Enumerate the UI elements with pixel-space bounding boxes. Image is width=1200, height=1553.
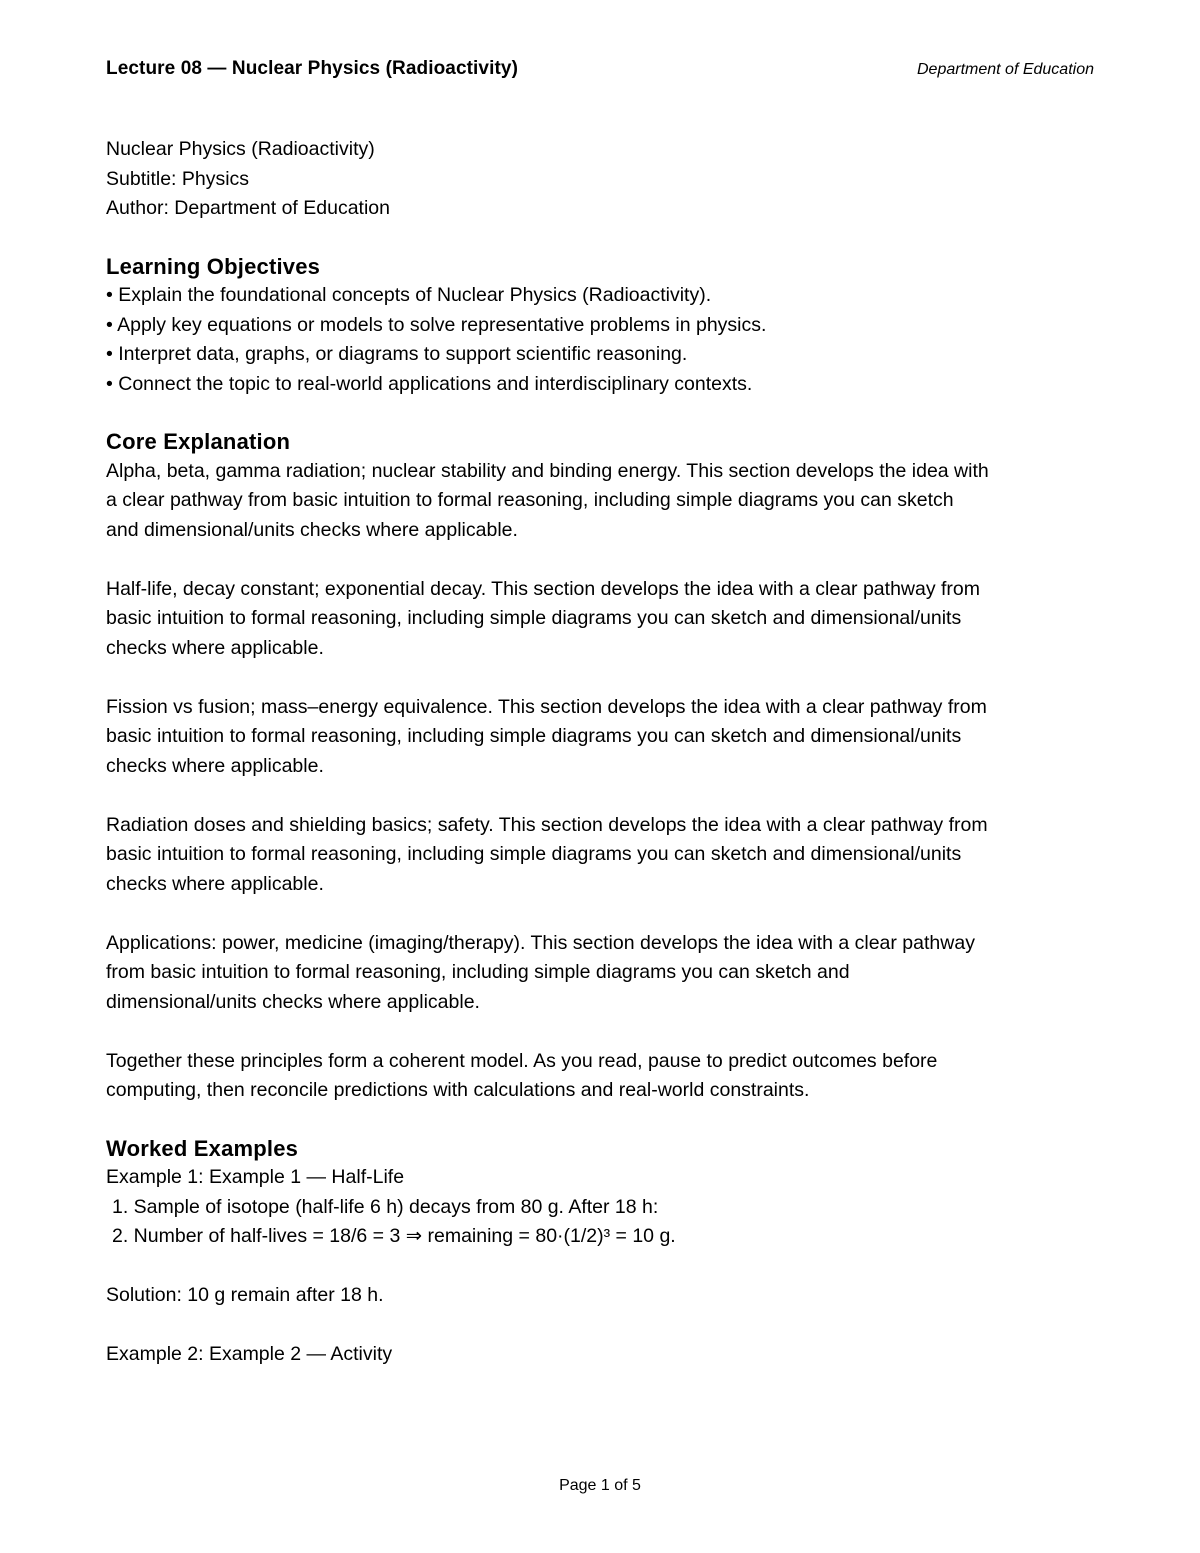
objective-item: • Apply key equations or models to solve representative problems in physics.: [106, 313, 767, 336]
header-department: Department of Education: [917, 61, 1094, 78]
example-1-title: Example 1: Example 1 — Half-Life: [106, 1166, 405, 1188]
core-paragraph: Half-life, decay constant; exponential decay. This section develops the idea with a clear pathway from basic intuition to formal reasoning, including simple diagrams you can sketch and dimensional/units checks where applicable.: [106, 577, 981, 659]
objective-item: • Connect the topic to real-world applications and interdisciplinary contexts.: [106, 372, 753, 395]
objective-item: • Interpret data, graphs, or diagrams to support scientific reasoning.: [106, 343, 688, 365]
header-title: Lecture 08 — Nuclear Physics (Radioactivity): [106, 58, 518, 79]
objectives-list: [106, 281, 1006, 399]
core-paragraph: Fission vs fusion; mass–energy equivalence. This section develops the idea with a clear pathway from basic intuition to formal reasoning, including simple diagrams you can sketch and dimensional/units checks where applicable.: [106, 695, 987, 777]
document-body: [106, 135, 1006, 1370]
example-step: 1. Sample of isotope (half-life 6 h) decays from 80 g. After 18 h:: [112, 1195, 659, 1218]
document-author: Author: Department of Education: [106, 197, 390, 219]
core-paragraph: Together these principles form a coherent model. As you read, pause to predict outcomes before computing, then reconcile predictions with calculations and real-world constraints.: [106, 1049, 938, 1101]
example-2: [106, 1340, 1006, 1370]
worked-examples-heading: Worked Examples: [106, 1135, 299, 1161]
core-explanation-section: [106, 427, 1006, 1106]
example-1: [106, 1163, 1006, 1311]
document-meta: [106, 135, 1006, 224]
learning-objectives-section: [106, 252, 1006, 400]
document-title: Nuclear Physics (Radioactivity): [106, 138, 375, 160]
example-1-solution: Solution: 10 g remain after 18 h.: [106, 1284, 384, 1306]
example-2-title: Example 2: Example 2 — Activity: [106, 1343, 393, 1365]
example-step: 2. Number of half-lives = 18/6 = 3 ⇒ remaining = 80·(1/2)³ = 10 g.: [112, 1225, 676, 1247]
core-paragraph: Applications: power, medicine (imaging/therapy). This section develops the idea with a clear pathway from basic intuition to formal reasoning, including simple diagrams you can sketch and dimensional/units checks where applicable.: [106, 931, 975, 1013]
core-explanation-heading: Core Explanation: [106, 429, 291, 454]
page-number: Page 1 of 5: [559, 1477, 641, 1494]
worked-examples-section: [106, 1134, 1006, 1370]
core-paragraph: Radiation doses and shielding basics; safety. This section develops the idea with a clear pathway from basic intuition to formal reasoning, including simple diagrams you can sketch and dimensional/units checks where applicable.: [106, 813, 988, 895]
core-paragraph: Alpha, beta, gamma radiation; nuclear stability and binding energy. This section develops the idea with a clear pathway from basic intuition to formal reasoning, including simple diagrams you can sketch and dimensional/units checks where applicable.: [106, 459, 989, 541]
learning-objectives-heading: Learning Objectives: [106, 253, 321, 279]
example-1-steps: [106, 1193, 1006, 1252]
objective-item: • Explain the foundational concepts of Nuclear Physics (Radioactivity).: [106, 284, 712, 306]
document-subtitle: Subtitle: Physics: [106, 167, 250, 190]
